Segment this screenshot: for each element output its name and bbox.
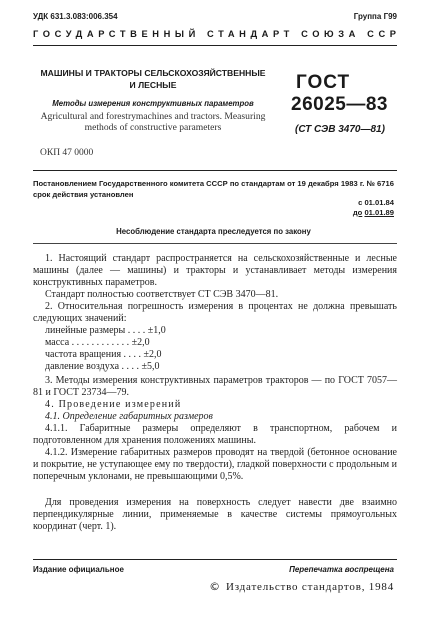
reprint-prohibited-label: Перепечатка воспрещена xyxy=(289,565,394,574)
paragraph-error-limits: 2. Относительная погрешность измерения в процентах не должна превышать следующих значений: xyxy=(33,301,397,324)
tolerance-item-mass: масса . . . . . . . . . . . . ±2,0 xyxy=(45,337,150,348)
tolerance-item-pressure: давление воздуха . . . . ±5,0 xyxy=(45,361,160,372)
tolerance-item-linear: линейные размеры . . . . ±1,0 xyxy=(45,325,166,336)
footer-divider xyxy=(33,559,397,560)
sev-reference: (СТ СЭВ 3470—81) xyxy=(295,124,385,135)
decree-divider xyxy=(33,170,397,171)
paragraph-scope: 1. Настоящий стандарт распространяется на сельскохозяйственные и лесные машины (далее — машины) и тракторы и устанавливает методы измерения конструктивных параметров. xyxy=(33,253,397,288)
paragraph-tractor-methods: 3. Методы измерения конструктивных параметров тракторов — по ГОСТ 7057—81 и ГОСТ 23734—79. xyxy=(33,375,397,398)
effective-to-date: 01.01.89 xyxy=(364,208,394,217)
okp-code: ОКП 47 0000 xyxy=(40,148,94,158)
header-divider xyxy=(33,45,397,46)
subsection-heading-dimensions: 4.1. Определение габаритных размеров xyxy=(45,411,213,422)
legal-warning: Несоблюдение стандарта преследуется по закону xyxy=(116,227,311,236)
paragraph-coordinates: Для проведения измерения на поверхность следует навести две взаимно перпендикулярные линии, применяемые в качестве системы прямоугольных координат (черт. 1). xyxy=(33,497,397,532)
group-code: Группа Г99 xyxy=(353,12,397,21)
tolerance-item-rotation: частота вращения . . . . ±2,0 xyxy=(45,349,162,360)
document-subtitle: Методы измерения конструктивных параметров xyxy=(52,99,254,108)
tolerance-list xyxy=(45,325,166,373)
warning-divider xyxy=(33,243,397,244)
copyright-icon: © xyxy=(209,580,221,593)
official-edition-label: Издание официальное xyxy=(33,565,124,574)
udk-code: УДК 631.3.083:006.354 xyxy=(33,12,118,21)
publisher-name: Издательство стандартов, 1984 xyxy=(225,581,394,593)
gost-number: 26025—83 xyxy=(291,94,388,115)
paragraph-4-1-2: 4.1.2. Измерение габаритных размеров проводят на твердой (бетонное основание и покрытие, не уступающее ему по твердости), гладкой поверхности с продольным и поперечным уклонами, не превышающими 0,5%. xyxy=(33,447,397,482)
section-heading-measurements: 4. Проведение измерений xyxy=(45,399,182,410)
publisher-line xyxy=(209,580,394,593)
effective-from-label: с xyxy=(358,198,363,207)
decree-text: Постановлением Государственного комитета СССР по стандартам от 19 декабря 1983 г. № 6716 срок действия установлен xyxy=(33,179,394,199)
document-title: МАШИНЫ И ТРАКТОРЫ СЕЛЬСКОХОЗЯЙСТВЕННЫЕ И ЛЕСНЫЕ xyxy=(40,68,266,90)
english-title: Agricultural and forestrymachines and tractors. Measuring methods of constructive parameters xyxy=(40,111,266,133)
effective-to-label: до xyxy=(352,208,363,217)
effective-from-date: 01.01.84 xyxy=(364,198,394,207)
effective-to xyxy=(353,208,394,217)
paragraph-compliance: Стандарт полностью соответствует СТ СЭВ 3470—81. xyxy=(45,289,279,300)
gost-label: ГОСТ xyxy=(296,72,351,93)
effective-from xyxy=(358,198,394,207)
state-standard-banner: ГОСУДАРСТВЕННЫЙ СТАНДАРТ СОЮЗА ССР xyxy=(33,29,401,39)
paragraph-4-1-1: 4.1.1. Габаритные размеры определяют в транспортном, рабочем и подготовленном для хранения положениях машины. xyxy=(33,423,397,446)
